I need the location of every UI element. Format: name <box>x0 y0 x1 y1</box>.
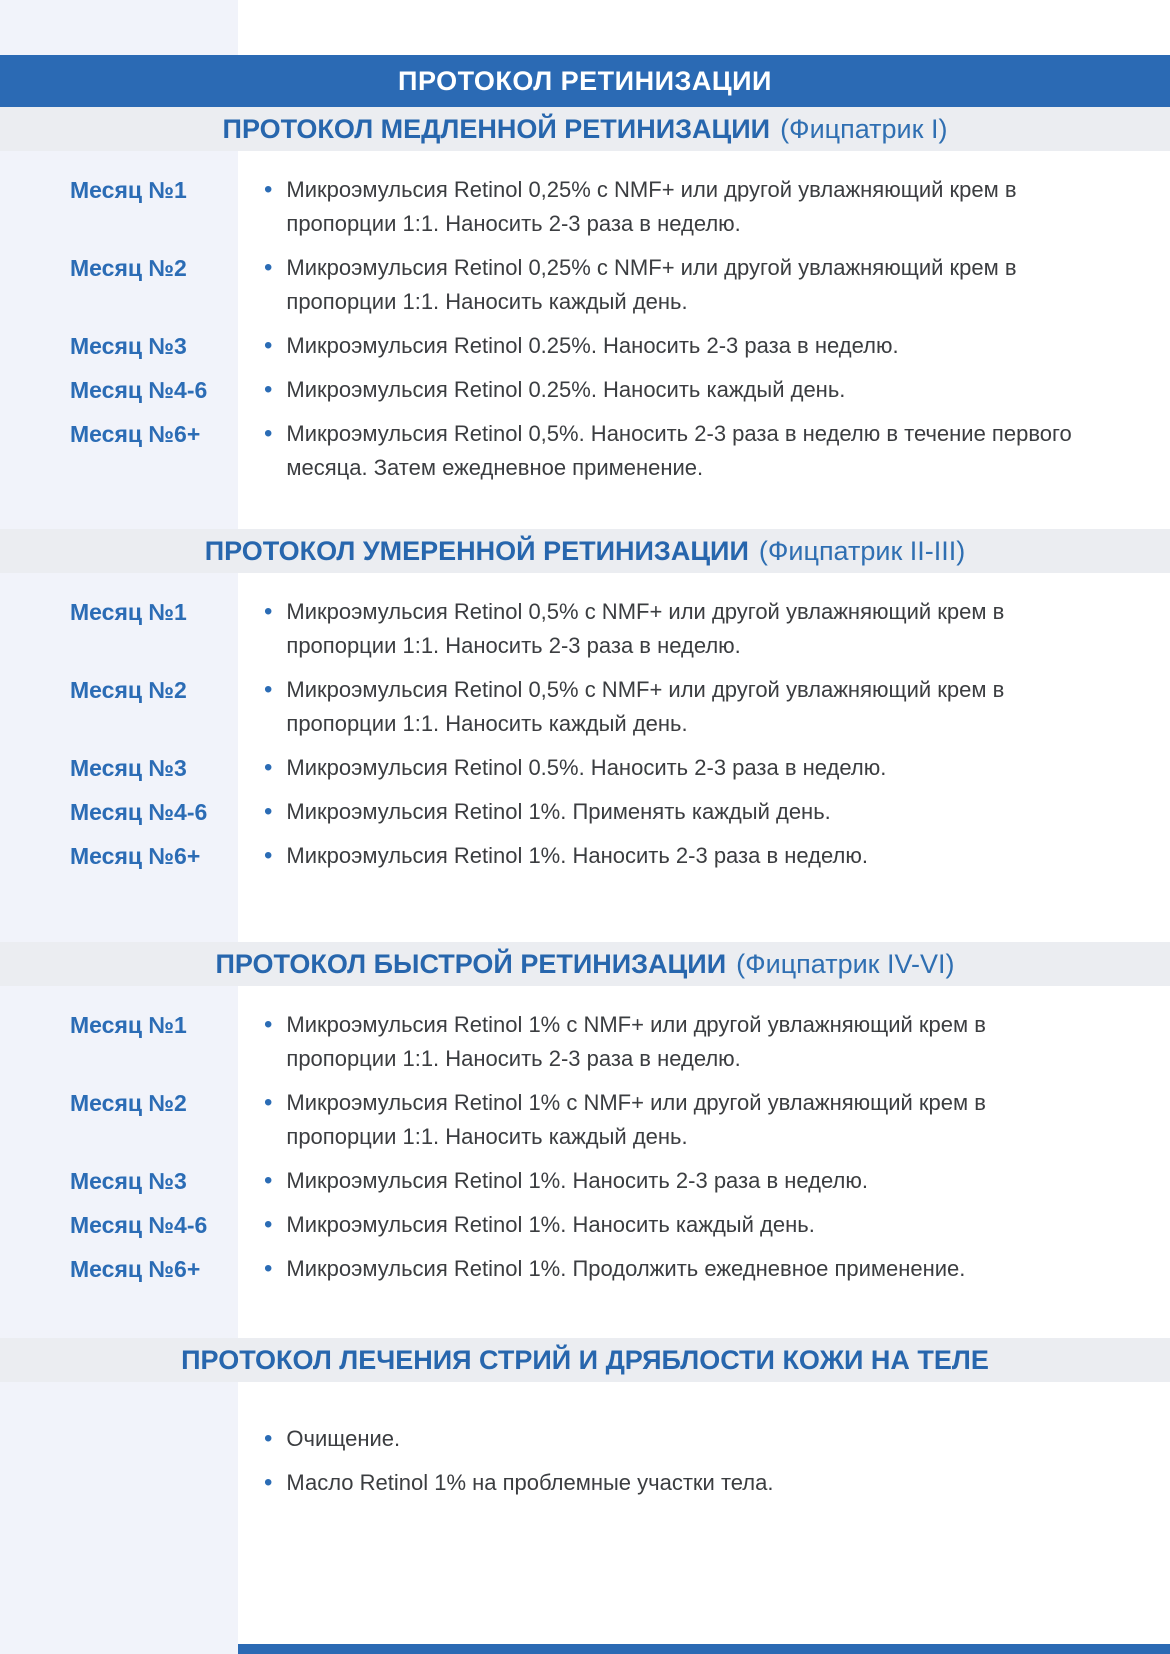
protocol-item-text: Микроэмульсия Retinol 0,5%. Наносить 2-3 раза в неделю в течение первого месяца. Затем ежедневное применение. <box>286 421 1072 480</box>
section-rows <box>0 1382 1170 1544</box>
protocol-row <box>0 595 1170 663</box>
section-heading-body-treatment <box>0 1338 1170 1382</box>
month-label: Месяц №3 <box>70 1168 187 1194</box>
protocol-item-text: Микроэмульсия Retinol 1%. Продолжить ежедневное применение. <box>286 1256 966 1281</box>
bullet-icon: • <box>264 1089 273 1116</box>
protocol-item-text: Микроэмульсия Retinol 0,25% с NMF+ или другой увлажняющий крем в пропорции 1:1. Наносить 2-3 раза в неделю. <box>286 177 1017 236</box>
bullet-icon: • <box>264 1167 273 1194</box>
protocol-row <box>0 1208 1170 1242</box>
protocol-item <box>238 1208 1170 1242</box>
protocol-item-text: Очищение. <box>286 1426 401 1451</box>
month-label: Месяц №2 <box>70 255 187 281</box>
protocol-item-text: Микроэмульсия Retinol 0,25% с NMF+ или другой увлажняющий крем в пропорции 1:1. Наносить каждый день. <box>286 255 1017 314</box>
bullet-icon: • <box>264 420 273 447</box>
section-rows <box>0 986 1170 1330</box>
month-label: Месяц №2 <box>70 677 187 703</box>
protocol-row <box>0 673 1170 741</box>
bullet-icon: • <box>264 798 273 825</box>
section-title: ПРОТОКОЛ ЛЕЧЕНИЯ СТРИЙ И ДРЯБЛОСТИ КОЖИ НА ТЕЛЕ <box>181 1344 989 1375</box>
protocol-row <box>0 173 1170 241</box>
protocol-row <box>0 795 1170 829</box>
section-title-note: (Фицпатрик IV-VI) <box>736 948 955 979</box>
bullet-icon: • <box>264 598 273 625</box>
section-heading-moderate <box>0 529 1170 573</box>
protocol-item <box>238 373 1170 407</box>
protocol-item <box>238 173 1170 241</box>
month-label: Месяц №1 <box>70 1012 187 1038</box>
bullet-icon: • <box>264 1255 273 1282</box>
protocol-row <box>0 417 1170 485</box>
protocol-item-text: Масло Retinol 1% на проблемные участки тела. <box>286 1470 774 1495</box>
protocol-item <box>238 1164 1170 1198</box>
month-label: Месяц №1 <box>70 599 187 625</box>
protocol-item-text: Микроэмульсия Retinol 0,5% с NMF+ или другой увлажняющий крем в пропорции 1:1. Наносить каждый день. <box>286 677 1005 736</box>
bottom-accent-bar <box>238 1644 1170 1654</box>
protocol-row <box>0 1466 1170 1500</box>
section-title-note: (Фицпатрик II-III) <box>758 535 966 566</box>
bullet-icon: • <box>264 676 273 703</box>
bullet-icon: • <box>264 376 273 403</box>
protocol-item <box>238 329 1170 363</box>
protocol-item-text: Микроэмульсия Retinol 1%. Применять каждый день. <box>286 799 831 824</box>
section-title: ПРОТОКОЛ БЫСТРОЙ РЕТИНИЗАЦИИ <box>215 948 727 979</box>
protocol-row <box>0 839 1170 873</box>
protocol-item <box>238 1008 1170 1076</box>
protocol-item-text: Микроэмульсия Retinol 1% с NMF+ или другой увлажняющий крем в пропорции 1:1. Наносить 2-3 раза в неделю. <box>286 1012 986 1071</box>
month-label: Месяц №4-6 <box>70 1212 208 1238</box>
bullet-icon: • <box>264 176 273 203</box>
protocol-row <box>0 1164 1170 1198</box>
section-title: ПРОТОКОЛ МЕДЛЕННОЙ РЕТИНИЗАЦИИ <box>222 113 771 144</box>
protocol-item-text: Микроэмульсия Retinol 0.5%. Наносить 2-3 раза в неделю. <box>286 755 887 780</box>
protocol-item-text: Микроэмульсия Retinol 1% с NMF+ или другой увлажняющий крем в пропорции 1:1. Наносить каждый день. <box>286 1090 986 1149</box>
month-label: Месяц №6+ <box>70 1256 201 1282</box>
protocol-row <box>0 1086 1170 1154</box>
protocol-item <box>238 251 1170 319</box>
month-label: Месяц №6+ <box>70 421 201 447</box>
protocol-item <box>238 417 1170 485</box>
protocol-item <box>238 595 1170 663</box>
protocol-item-text: Микроэмульсия Retinol 1%. Наносить 2-3 раза в неделю. <box>286 1168 868 1193</box>
protocol-item-text: Микроэмульсия Retinol 0,5% с NMF+ или другой увлажняющий крем в пропорции 1:1. Наносить 2-3 раза в неделю. <box>286 599 1005 658</box>
month-label: Месяц №2 <box>70 1090 187 1116</box>
bullet-icon: • <box>264 842 273 869</box>
bullet-icon: • <box>264 1469 273 1496</box>
month-label: Месяц №1 <box>70 177 187 203</box>
section-gap <box>0 917 1170 942</box>
section-title: ПРОТОКОЛ УМЕРЕННОЙ РЕТИНИЗАЦИИ <box>204 535 749 566</box>
protocol-item <box>238 673 1170 741</box>
protocol-row <box>0 1008 1170 1076</box>
protocol-item <box>238 1086 1170 1154</box>
protocol-item <box>238 795 1170 829</box>
bullet-icon: • <box>264 332 273 359</box>
protocol-item-text: Микроэмульсия Retinol 1%. Наносить каждый день. <box>286 1212 815 1237</box>
protocol-item <box>238 839 1170 873</box>
protocol-item-text: Микроэмульсия Retinol 0.25%. Наносить 2-3 раза в неделю. <box>286 333 899 358</box>
protocol-row <box>0 751 1170 785</box>
document-title-bar <box>0 55 1170 107</box>
protocol-item <box>238 1466 1170 1500</box>
month-label: Месяц №3 <box>70 333 187 359</box>
protocol-row <box>0 373 1170 407</box>
month-label: Месяц №4-6 <box>70 799 208 825</box>
protocol-item <box>238 1252 1170 1286</box>
section-heading-fast <box>0 942 1170 986</box>
month-label: Месяц №6+ <box>70 843 201 869</box>
bullet-icon: • <box>264 1425 273 1452</box>
protocol-row <box>0 251 1170 319</box>
section-heading-slow <box>0 107 1170 151</box>
section-title-note: (Фицпатрик I) <box>780 113 948 144</box>
bullet-icon: • <box>264 1211 273 1238</box>
protocol-item-text: Микроэмульсия Retinol 0.25%. Наносить каждый день. <box>286 377 846 402</box>
section-rows <box>0 573 1170 917</box>
bullet-icon: • <box>264 754 273 781</box>
protocol-row <box>0 329 1170 363</box>
top-margin <box>0 0 1170 55</box>
section-rows <box>0 151 1170 529</box>
protocol-row <box>0 1422 1170 1456</box>
bullet-icon: • <box>264 1011 273 1038</box>
bullet-icon: • <box>264 254 273 281</box>
protocol-item <box>238 1422 1170 1456</box>
protocol-item <box>238 751 1170 785</box>
document-title: ПРОТОКОЛ РЕТИНИЗАЦИИ <box>398 65 772 96</box>
section-gap <box>0 1330 1170 1338</box>
month-label: Месяц №3 <box>70 755 187 781</box>
protocol-item-text: Микроэмульсия Retinol 1%. Наносить 2-3 раза в неделю. <box>286 843 868 868</box>
month-label: Месяц №4-6 <box>70 377 208 403</box>
protocol-row <box>0 1252 1170 1286</box>
